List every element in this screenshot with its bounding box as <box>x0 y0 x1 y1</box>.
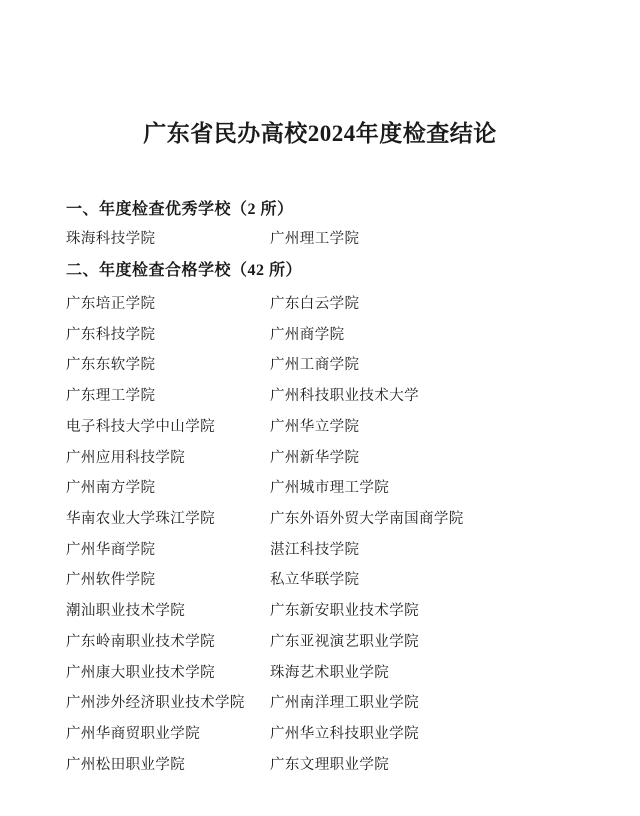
school-name: 广州新华学院 <box>270 449 360 466</box>
section-excellent-schools <box>60 195 580 254</box>
list-item <box>60 320 580 351</box>
list-item <box>60 350 580 381</box>
list-item <box>60 225 580 254</box>
list-item <box>60 443 580 474</box>
school-name: 广州南洋理工职业学院 <box>270 695 419 712</box>
school-name: 广州华立科技职业学院 <box>270 726 419 743</box>
school-name: 广州华商贸职业学院 <box>66 726 201 743</box>
section-qualified-schools <box>60 256 580 780</box>
school-name: 广东培正学院 <box>66 295 156 312</box>
list-item <box>60 750 580 781</box>
section-heading-excellent: 一、年度检查优秀学校（2 所） <box>66 201 294 219</box>
school-name: 广州商学院 <box>270 326 345 343</box>
school-name: 广东白云学院 <box>270 295 360 312</box>
list-item <box>60 658 580 689</box>
list-item <box>60 381 580 412</box>
school-name: 广州松田职业学院 <box>66 756 186 773</box>
school-name: 广州科技职业技术大学 <box>270 388 419 405</box>
list-item <box>60 473 580 504</box>
list-item <box>60 688 580 719</box>
school-list-qualified <box>60 289 580 781</box>
school-name: 广州工商学院 <box>270 357 360 374</box>
school-name: 广东科技学院 <box>66 326 156 343</box>
school-name: 广东外语外贸大学南国商学院 <box>270 510 464 527</box>
school-name: 广州涉外经济职业技术学院 <box>66 695 245 712</box>
list-item <box>60 504 580 535</box>
list-item <box>60 535 580 566</box>
school-name: 广东理工学院 <box>66 388 156 405</box>
list-item <box>60 565 580 596</box>
list-item <box>60 289 580 320</box>
school-name: 广东东软学院 <box>66 357 156 374</box>
page-title: 广东省民办高校2024年度检查结论 <box>143 121 497 146</box>
school-name: 电子科技大学中山学院 <box>66 418 215 435</box>
school-name: 广州华立学院 <box>270 418 360 435</box>
list-item <box>60 719 580 750</box>
school-name: 广东岭南职业技术学院 <box>66 633 215 650</box>
school-name: 潮汕职业技术学院 <box>66 603 186 620</box>
school-name: 珠海艺术职业学院 <box>270 664 390 681</box>
section-heading-qualified: 二、年度检查合格学校（42 所） <box>66 262 303 280</box>
list-item <box>60 627 580 658</box>
school-name: 广东亚视演艺职业学院 <box>270 633 419 650</box>
school-name: 湛江科技学院 <box>270 541 360 558</box>
school-name: 广州理工学院 <box>270 231 360 248</box>
list-item <box>60 596 580 627</box>
school-name: 广州华商学院 <box>66 541 156 558</box>
school-name: 广东新安职业技术学院 <box>270 603 419 620</box>
list-item <box>60 412 580 443</box>
school-name: 广州南方学院 <box>66 480 156 497</box>
school-name: 广州城市理工学院 <box>270 480 390 497</box>
school-name: 广州应用科技学院 <box>66 449 186 466</box>
school-name: 广东文理职业学院 <box>270 756 390 773</box>
school-name: 广州康大职业技术学院 <box>66 664 215 681</box>
school-name: 华南农业大学珠江学院 <box>66 510 215 527</box>
school-name: 广州软件学院 <box>66 572 156 589</box>
school-name: 私立华联学院 <box>270 572 360 589</box>
school-list-excellent <box>60 225 580 254</box>
school-name: 珠海科技学院 <box>66 231 156 248</box>
